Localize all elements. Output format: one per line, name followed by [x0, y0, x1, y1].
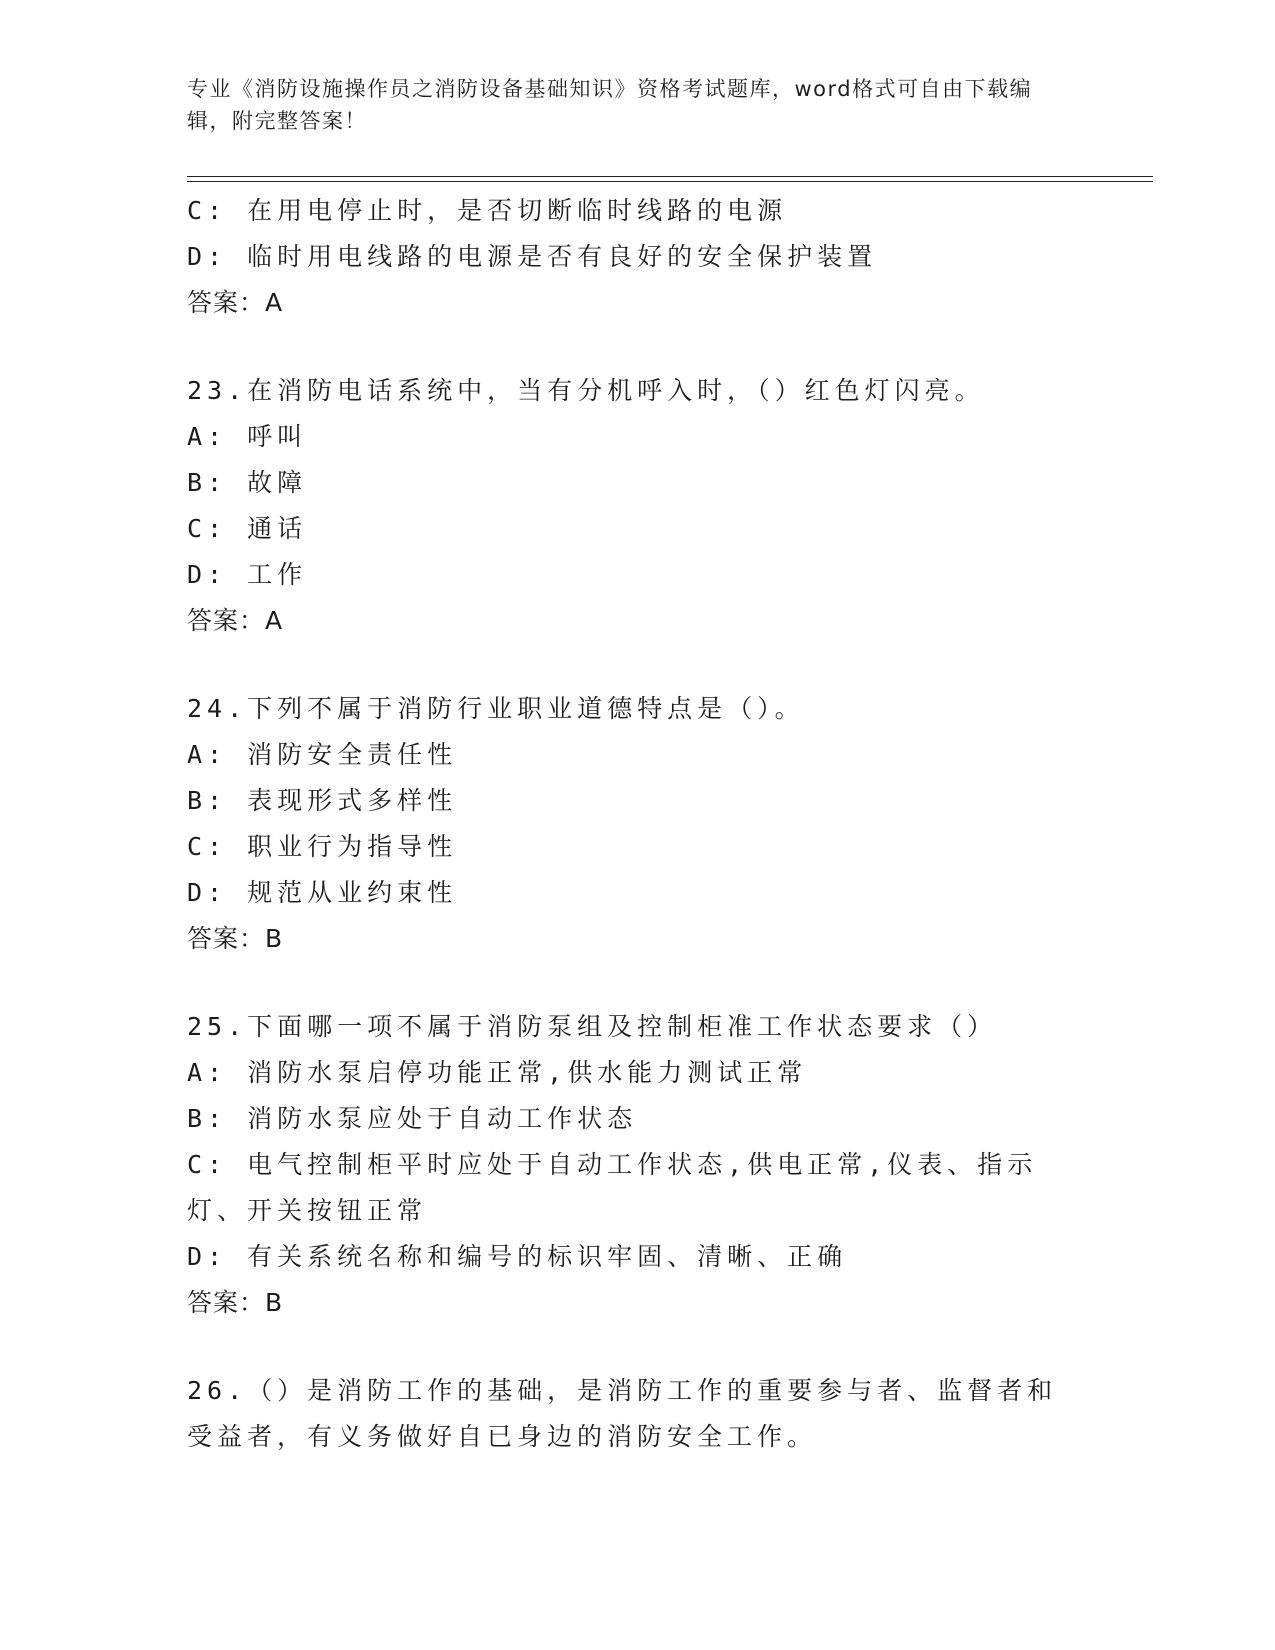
- question-26: [187, 1368, 1067, 1460]
- question-25: [187, 1004, 1067, 1326]
- answer: 答案：A: [187, 606, 284, 635]
- option-c: C: 电气控制柜平时应处于自动工作状态,供电正常,仪表、指示灯、开关按钮正常: [187, 1150, 1038, 1225]
- option-b: B: 表现形式多样性: [187, 786, 458, 815]
- header-text: 专业《消防设施操作员之消防设备基础知识》资格考试题库，word格式可自由下载编辑，附完整答案！: [187, 77, 1033, 133]
- question-stem: 25.下面哪一项不属于消防泵组及控制柜准工作状态要求（）: [187, 1012, 998, 1041]
- question-content: [187, 188, 1067, 1460]
- question-stem: 24.下列不属于消防行业职业道德特点是（）。: [187, 694, 805, 723]
- option-a: A: 消防安全责任性: [187, 740, 458, 769]
- document-header: [187, 73, 1067, 137]
- question-23: [187, 368, 1067, 644]
- option-d: D: 规范从业约束性: [187, 878, 458, 907]
- option-c: C: 通话: [187, 514, 308, 543]
- question-stem: 26.（）是消防工作的基础，是消防工作的重要参与者、监督者和受益者，有义务做好自已身边的消防安全工作。: [187, 1376, 1058, 1451]
- option-a: A: 消防水泵启停功能正常,供水能力测试正常: [187, 1058, 808, 1087]
- answer: 答案：B: [187, 924, 284, 953]
- answer: 答案：A: [187, 288, 284, 317]
- question-24: [187, 686, 1067, 962]
- option-d: D: 工作: [187, 560, 308, 589]
- question-stem: 23.在消防电话系统中，当有分机呼入时，（）红色灯闪亮。: [187, 376, 985, 405]
- answer: 答案：B: [187, 1288, 284, 1317]
- option-c: C: 在用电停止时，是否切断临时线路的电源: [187, 196, 788, 225]
- option-a: A: 呼叫: [187, 422, 308, 451]
- option-b: B: 故障: [187, 468, 308, 497]
- option-b: B: 消防水泵应处于自动工作状态: [187, 1104, 638, 1133]
- option-c: C: 职业行为指导性: [187, 832, 458, 861]
- question-22-tail: [187, 188, 1067, 326]
- header-rule-top: [187, 176, 1153, 177]
- option-d: D: 临时用电线路的电源是否有良好的安全保护装置: [187, 242, 878, 271]
- option-d: D: 有关系统名称和编号的标识牢固、清晰、正确: [187, 1242, 848, 1271]
- header-rule-bottom: [187, 181, 1153, 182]
